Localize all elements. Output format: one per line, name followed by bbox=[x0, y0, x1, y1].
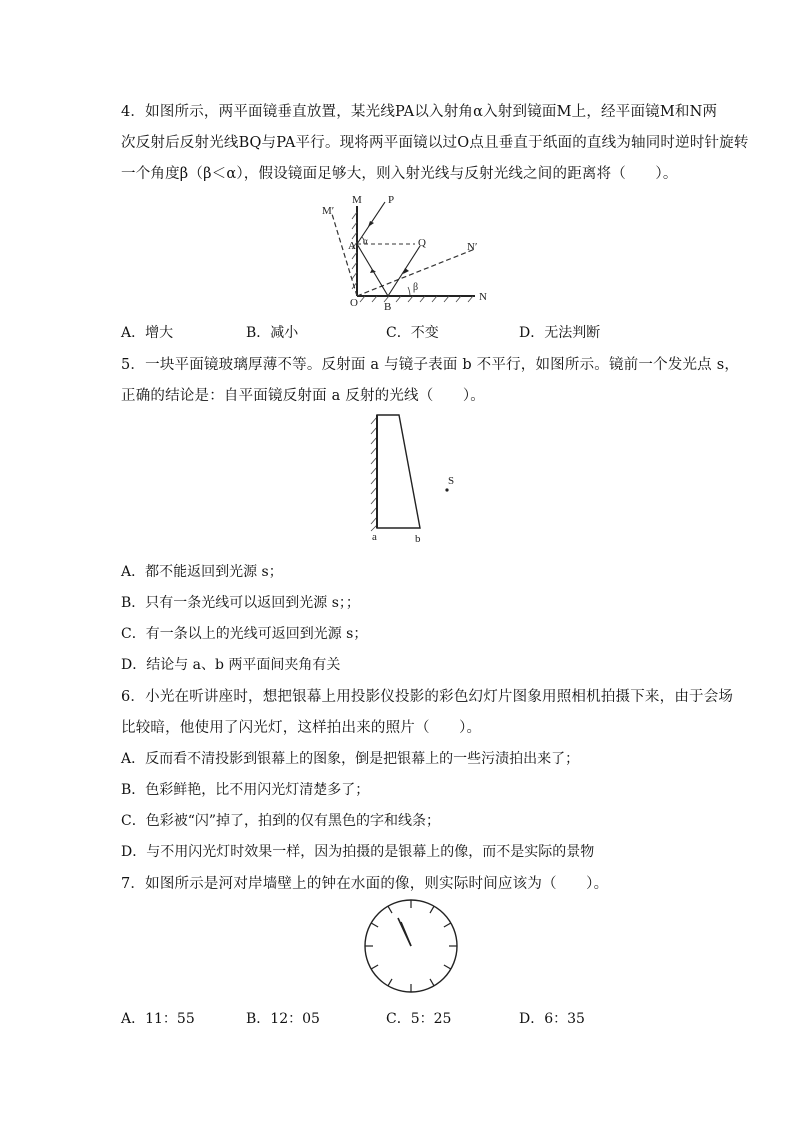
q7-option-a: A．11：55 bbox=[121, 1011, 195, 1027]
q7-clock-figure bbox=[363, 898, 459, 994]
q5-stem-line1: 5．一块平面镜玻璃厚薄不等。反射面 a 与镜子表面 b 不平行，如图所示。镜前一个发光点 s， bbox=[121, 357, 740, 373]
q6-option-d: D．与不用闪光灯时效果一样，因为拍摄的是银幕上的像，而不是实际的景物 bbox=[121, 844, 595, 860]
q4-option-d: D．无法判断 bbox=[519, 325, 601, 341]
q7-stem-line1: 7．如图所示是河对岸墙壁上的钟在水面的像，则实际时间应该为（ ）。 bbox=[121, 876, 609, 892]
q6-option-a: A．反而看不清投影到银幕上的图象，倒是把银幕上的一些污渍拍出来了； bbox=[121, 751, 580, 767]
label-a-face: a bbox=[372, 531, 377, 543]
q7-option-c: C．5：25 bbox=[386, 1011, 452, 1027]
q5-option-c: C．有一条以上的光线可返回到光源 s； bbox=[121, 626, 368, 642]
label-beta: β bbox=[413, 282, 419, 293]
q5-option-d: D．结论与 a、b 两平面间夹角有关 bbox=[121, 657, 341, 673]
clock-tick bbox=[444, 965, 451, 969]
q5-stem-line2: 正确的结论是：自平面镜反射面 a 反射的光线（ ）。 bbox=[121, 388, 486, 404]
label-a: A bbox=[348, 240, 356, 252]
q5-option-b: B．只有一条光线可以返回到光源 s；； bbox=[121, 595, 360, 611]
label-m-prime: M′ bbox=[322, 205, 335, 217]
label-o: O bbox=[350, 297, 358, 309]
q5-option-a: A．都不能返回到光源 s； bbox=[121, 564, 283, 580]
clock-tick bbox=[388, 906, 392, 913]
q4-stem-line3: 一个角度β（β＜α），假设镜面足够大，则入射光线与反射光线之间的距离将（ ）。 bbox=[121, 166, 678, 182]
clock-tick bbox=[371, 923, 378, 927]
q6-option-b: B．色彩鲜艳，比不用闪光灯清楚多了； bbox=[121, 782, 370, 798]
label-p: P bbox=[388, 194, 395, 206]
clock-tick bbox=[388, 979, 392, 986]
label-b-face: b bbox=[415, 533, 421, 545]
q4-option-b: B．减小 bbox=[246, 325, 299, 341]
label-q: Q bbox=[418, 237, 426, 249]
q6-option-c: C．色彩被“闪”掉了，拍到的仅有黑色的字和线条； bbox=[121, 813, 441, 829]
q6-stem-line1: 6．小光在听讲座时，想把银幕上用投影仪投影的彩色幻灯片图象用照相机拍摄下来，由于会场 bbox=[121, 689, 734, 705]
label-s: S bbox=[448, 475, 455, 487]
label-n-prime: N′ bbox=[467, 241, 478, 253]
clock-tick bbox=[430, 906, 434, 913]
q4-stem-line2: 次反射后反射光线BQ与PA平行。现将两平面镜以过O点且垂直于纸面的直线为轴同时逆时针旋转 bbox=[121, 135, 749, 151]
q7-option-b: B．12：05 bbox=[246, 1011, 320, 1027]
clock-tick bbox=[430, 979, 434, 986]
q4-mirror-figure bbox=[310, 192, 495, 317]
label-m: M bbox=[352, 194, 362, 206]
q6-stem-line2: 比较暗，他使用了闪光灯，这样拍出来的照片（ ）。 bbox=[121, 720, 482, 736]
label-b: B bbox=[384, 301, 392, 313]
q4-option-a: A．增大 bbox=[121, 325, 174, 341]
label-n: N bbox=[479, 291, 487, 303]
q4-option-c: C．不变 bbox=[386, 325, 439, 341]
q7-option-d: D．6：35 bbox=[519, 1011, 585, 1027]
label-alpha: α bbox=[363, 236, 368, 246]
clock-tick bbox=[371, 965, 378, 969]
q5-wedge-mirror-figure bbox=[362, 413, 462, 545]
clock-tick bbox=[444, 923, 451, 927]
q4-stem-line1: 4．如图所示，两平面镜垂直放置，某光线PA以入射角α入射到镜面M上，经平面镜M和N两 bbox=[121, 104, 718, 120]
